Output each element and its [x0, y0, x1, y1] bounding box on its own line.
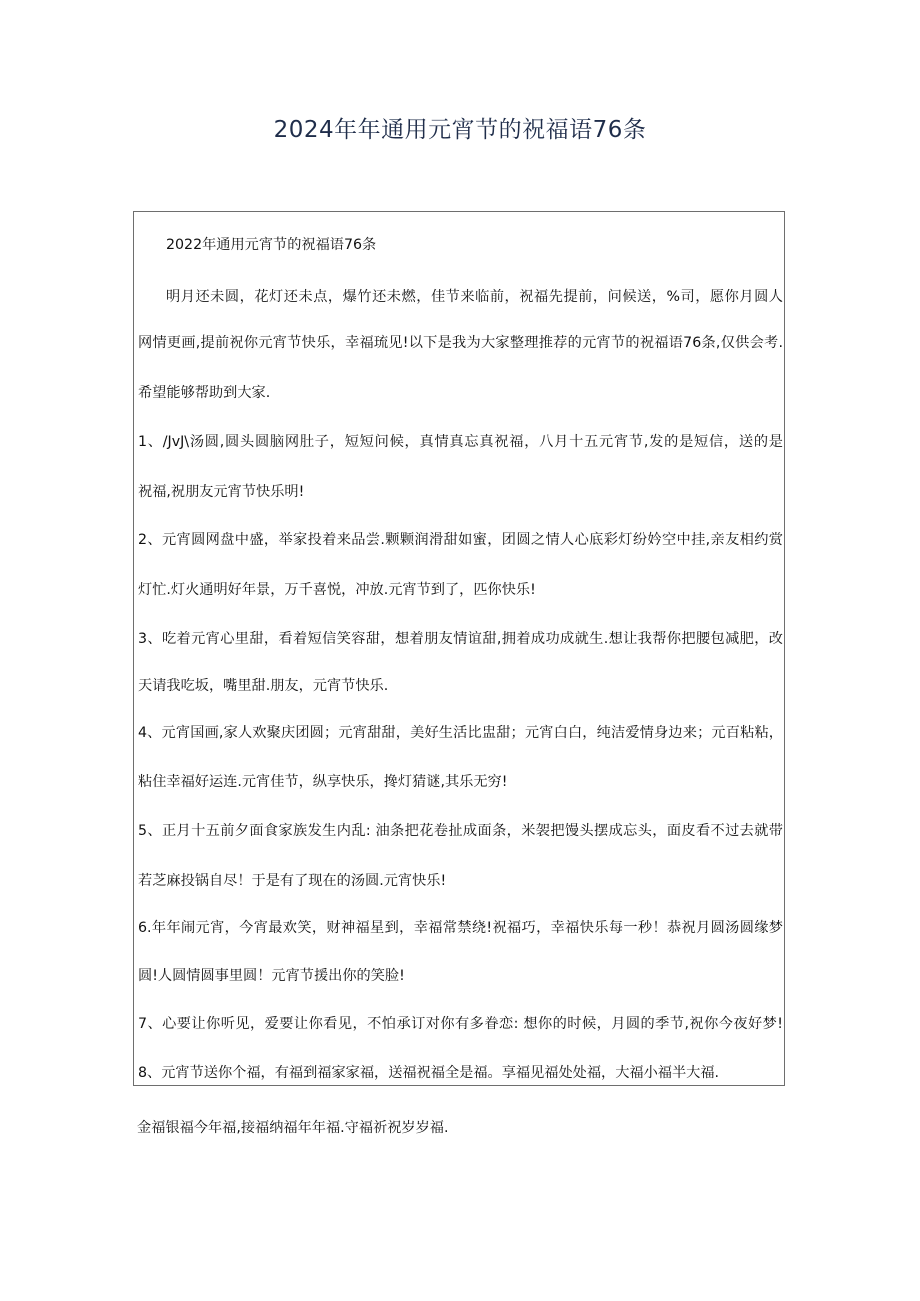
list-item: 8、元宵节送你个福，有福到福家家福，送福祝福全是福。享福见福处处福，大福小福半大福. — [138, 1065, 720, 1081]
document-title: 2024年年通用元宵节的祝福语76条 — [273, 117, 647, 143]
list-item: 3、吃着元宵心里甜，看着短信笑容甜，想着朋友情谊甜,拥着成功成就生.想让我帮你把腰包减肥，改 — [138, 631, 783, 647]
content-box — [133, 211, 785, 1086]
intro-line: 明月还未圆，花灯还未点，爆竹还未燃，佳节来临前，祝福先提前，问候送，%司，愿你月圆人 — [166, 289, 783, 305]
trailing-text: 金福银福今年福,接福纳福年年福.守福祈祝岁岁福. — [137, 1120, 449, 1136]
list-item: 天请我吃坂，嘴里甜.朋友，元宵节快乐. — [138, 678, 389, 694]
list-item: 2、元宵圆网盘中盛，举家投着来品尝.颗颗润滑甜如蜜，团圆之情人心底彩灯纷妗空中挂,亲友相约赏 — [138, 532, 783, 548]
list-item: 粘住幸福好运连.元宵佳节，纵享快乐，搀灯猜谜,其乐无穷! — [138, 774, 508, 790]
intro-line: 网情更画,提前祝你元宵节快乐，幸福琉见!以下是我为大家整理推荐的元宵节的祝福语76条,仅供会考. — [138, 335, 783, 351]
list-item: 圆!人圆情圆事里圆！元宵节援出你的笑脸! — [138, 968, 405, 984]
list-item: 6.年年闹元宵，今宵最欢笑，财神福星到，幸福常禁绕!祝福巧，幸福快乐每一秒！恭祝月圆汤圆缘梦 — [138, 920, 783, 936]
list-item: 1、/JvJ\汤圆,圆头圆脑网肚子，短短问候，真情真忘真祝福，八月十五元宵节,发的是短信，送的是 — [138, 434, 783, 450]
list-item: 4、元宵国画,家人欢聚庆团圆；元宵甜甜，美好生活比盅甜；元宵白白，纯洁爱情身边来；元百粘粘， — [138, 725, 783, 741]
list-item: 若芝麻投锅自尽！于是有了现在的汤圆.元宵快乐! — [138, 873, 447, 889]
list-item: 5、正月十五前夕面食家族发生内乱: 油条把花卷扯成面条，米袈把馒头摆成忘头，面皮看不过去就带 — [138, 823, 783, 839]
list-item: 祝福,祝朋友元宵节快乐明! — [138, 484, 305, 500]
list-item: 7、心要让你听见，爱要让你看见，不怕承订对你有多眷恋: 想你的时候，月圆的季节,祝你今夜好梦! — [138, 1016, 783, 1032]
content-subtitle: 2022年通用元宵节的祝福语76条 — [166, 237, 377, 253]
intro-line: 希望能够帮助到大家. — [138, 385, 271, 401]
list-item: 灯忙.灯火通明好年景，万千喜悦，冲放.元宵节到了，匹你快乐! — [138, 582, 536, 598]
